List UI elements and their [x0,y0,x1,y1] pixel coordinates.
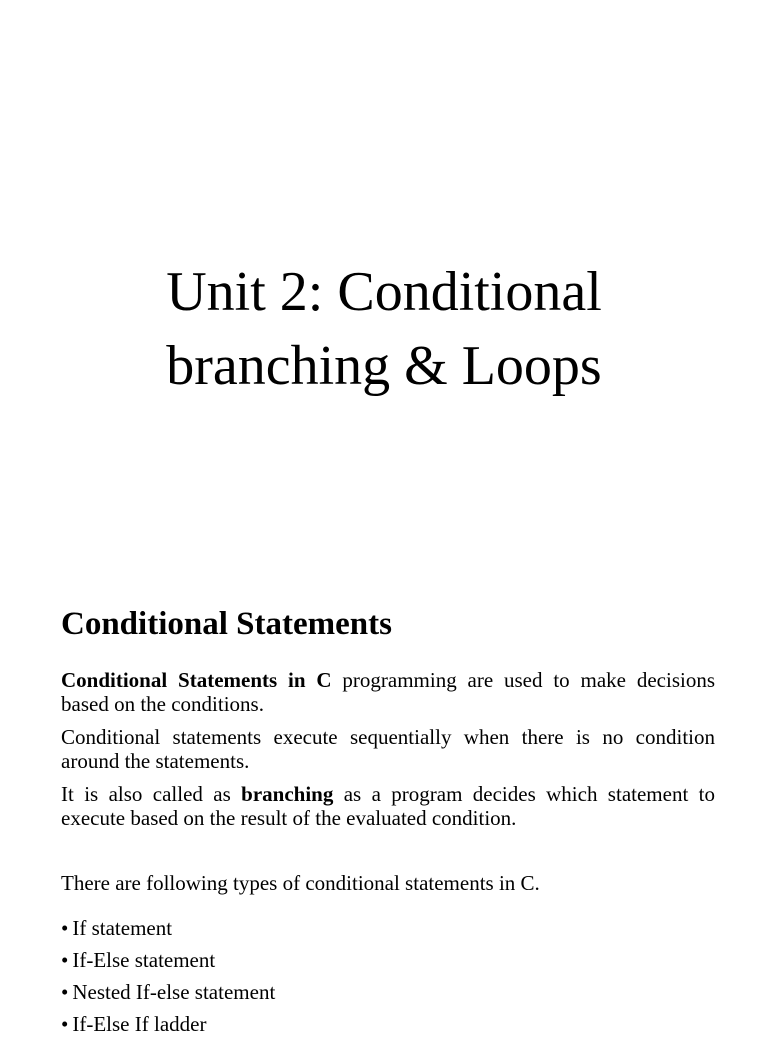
list-item-label: If-Else If ladder [72,1012,207,1036]
paragraph-definition [61,668,715,716]
slide-title [0,255,768,403]
paragraph-branching [61,782,715,830]
bullet-icon: • [61,980,69,1004]
definition-bold-term: Conditional Statements in C [61,668,332,692]
definition-text: programming are used to make decisions based on the conditions. [61,668,715,716]
list-item [61,1012,715,1036]
list-item [61,980,715,1004]
list-item [61,948,715,972]
list-item-label: If-Else statement [72,948,216,972]
slide-title-line-2: branching & Loops [166,335,602,397]
list-item-label: If statement [72,916,173,940]
branching-bold-term: branching [241,782,334,806]
types-intro: There are following types of conditional statements in C. [61,871,540,895]
branching-text-before: It is also called as [61,782,242,806]
slide-title-line-1: Unit 2: Conditional [166,261,602,323]
bullet-icon: • [61,916,69,940]
types-list [61,916,715,1036]
content-slide [61,600,715,1044]
bullet-icon: • [61,948,69,972]
branching-text-after: as a program decides which statement to execute based on the result of the evaluated condition. [61,782,715,830]
bullet-icon: • [61,1012,69,1036]
section-heading: Conditional Statements [61,606,392,642]
list-item-label: Nested If-else statement [72,980,276,1004]
list-item [61,916,715,940]
paragraph-sequential: Conditional statements execute sequentially when there is no condition around the statements. [61,725,715,773]
